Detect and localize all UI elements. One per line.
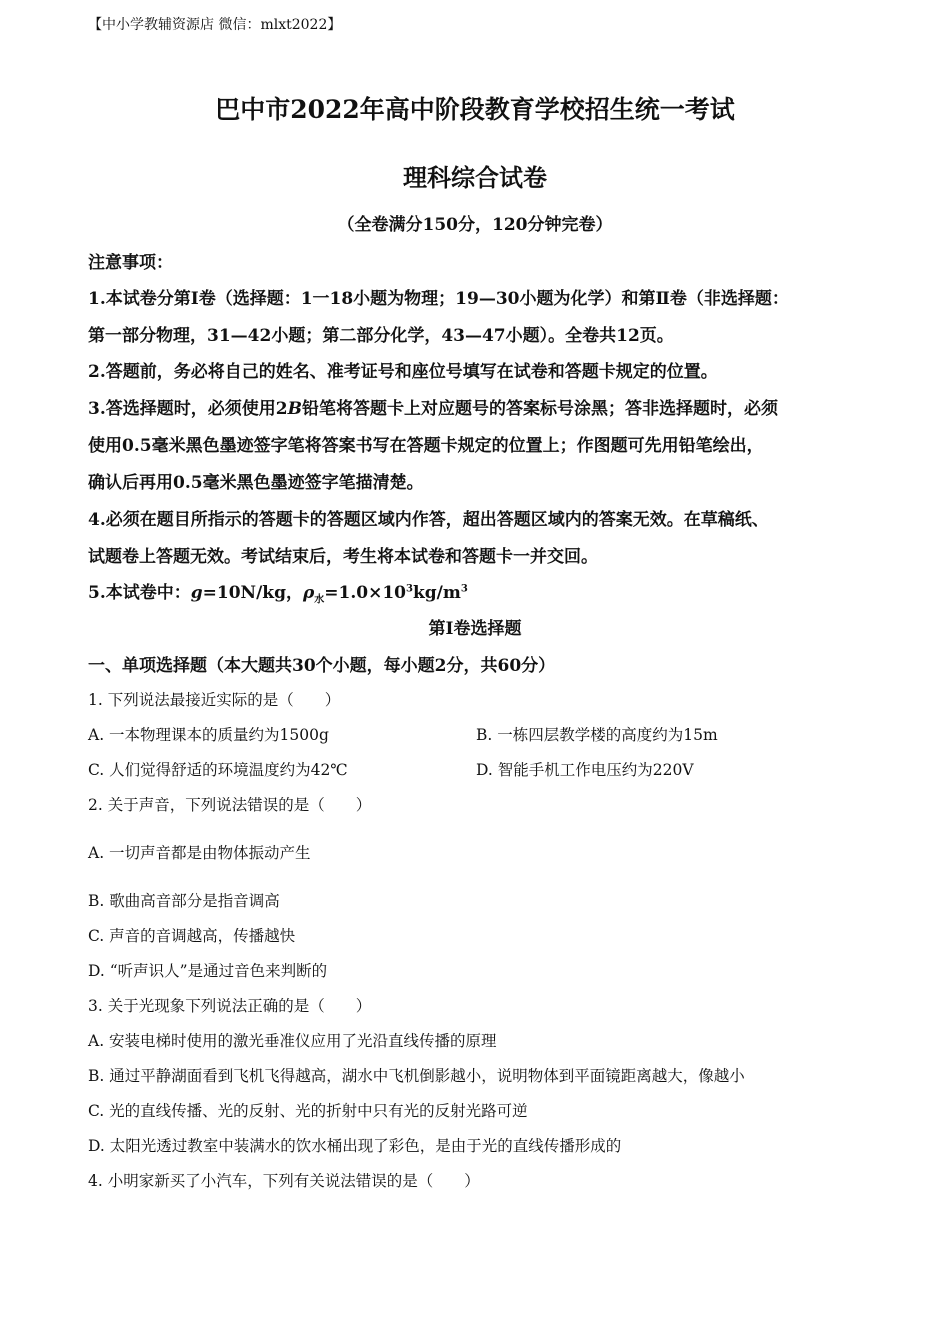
notice-line-9	[88, 578, 468, 606]
notice-line-9a: 5.本试卷中：	[88, 583, 191, 603]
part-title: 一、单项选择题（本大题共30个小题，每小题2分，共60分）	[88, 656, 556, 676]
question-2-stem: 2. 关于声音，下列说法错误的是（ ）	[88, 796, 372, 814]
notice-line-9e: 水	[314, 594, 325, 606]
notice-line-9d: ρ	[302, 583, 315, 603]
question-2-option-c: C. 声音的音调越高，传播越快	[88, 927, 296, 945]
question-3-option-b: B. 通过平静湖面看到飞机飞得越高，湖水中飞机倒影越小，说明物体到平面镜距离越大，像越小	[88, 1067, 745, 1085]
notice-line-9i: 3	[460, 583, 468, 595]
notice-line-9g: 3	[406, 583, 413, 595]
question-4-stem: 4. 小明家新买了小汽车，下列有关说法错误的是（ ）	[88, 1172, 480, 1190]
notice-line-6: 确认后再用0.5毫米黑色墨迹签字笔描清楚。	[88, 473, 424, 493]
question-1-stem: 1. 下列说法最接近实际的是（ ）	[88, 691, 341, 709]
header-note: 【中小学教辅资源店 微信：mlxt2022】	[88, 17, 342, 33]
notice-line-4c: 铅笔将答题卡上对应题号的答案标号涂黑；答非选择题时，必须	[301, 399, 778, 419]
notice-line-7: 4.必须在题目所指示的答题卡的答题区域内作答，超出答题区域内的答案无效。在草稿纸、	[88, 510, 769, 530]
notice-line-4a: 3.答选择题时，必须使用2	[88, 399, 288, 419]
question-1-option-d: D. 智能手机工作电压约为220V	[476, 761, 694, 779]
question-3-stem: 3. 关于光现象下列说法正确的是（ ）	[88, 997, 372, 1015]
question-3-option-c: C. 光的直线传播、光的反射、光的折射中只有光的反射光路可逆	[88, 1102, 528, 1120]
notice-heading: 注意事项：	[88, 253, 173, 273]
notice-line-9b: g	[190, 583, 203, 603]
question-3-option-a: A. 安装电梯时使用的激光垂准仪应用了光沿直线传播的原理	[88, 1032, 497, 1050]
notice-line-9h: kg/m	[412, 583, 461, 603]
notice-line-3: 2.答题前，务必将自己的姓名、准考证号和座位号填写在试卷和答题卡规定的位置。	[88, 362, 718, 382]
question-1-option-a: A. 一本物理课本的质量约为1500g	[88, 726, 329, 744]
notice-line-4	[88, 394, 778, 419]
question-2-option-b: B. 歌曲高音部分是指音调高	[88, 892, 280, 910]
notice-line-9f: =1.0×10	[324, 583, 407, 603]
score-note: （全卷满分150分，120分钟完卷）	[337, 215, 613, 235]
notice-line-8: 试题卷上答题无效。考试结束后，考生将本试卷和答题卡一并交回。	[88, 547, 598, 567]
notice-line-4b: B	[287, 399, 302, 419]
question-1-option-c: C. 人们觉得舒适的环境温度约为42℃	[88, 761, 348, 779]
question-2-option-a: A. 一切声音都是由物体振动产生	[88, 844, 311, 862]
notice-line-9c: =10N/kg，	[202, 583, 303, 603]
notice-line-5: 使用0.5毫米黑色墨迹签字笔将答案书写在答题卡规定的位置上；作图题可先用铅笔绘出，	[88, 436, 764, 456]
exam-subtitle: 理科综合试卷	[403, 163, 547, 192]
question-2-option-d: D. “听声识人”是通过音色来判断的	[88, 962, 328, 980]
notice-line-1: 1.本试卷分第Ⅰ卷（选择题：1一18小题为物理；19—30小题为化学）和第Ⅱ卷（非选择题：	[88, 289, 789, 309]
notice-line-2: 第一部分物理，31—42小题；第二部分化学，43—47小题）。全卷共12页。	[88, 326, 674, 346]
section-title: 第Ⅰ卷选择题	[428, 619, 522, 639]
question-1-option-b: B. 一栋四层教学楼的高度约为15m	[476, 726, 718, 744]
question-3-option-d: D. 太阳光透过教室中装满水的饮水桶出现了彩色，是由于光的直线传播形成的	[88, 1137, 622, 1155]
exam-title: 巴中市2022年高中阶段教育学校招生统一考试	[215, 95, 735, 124]
